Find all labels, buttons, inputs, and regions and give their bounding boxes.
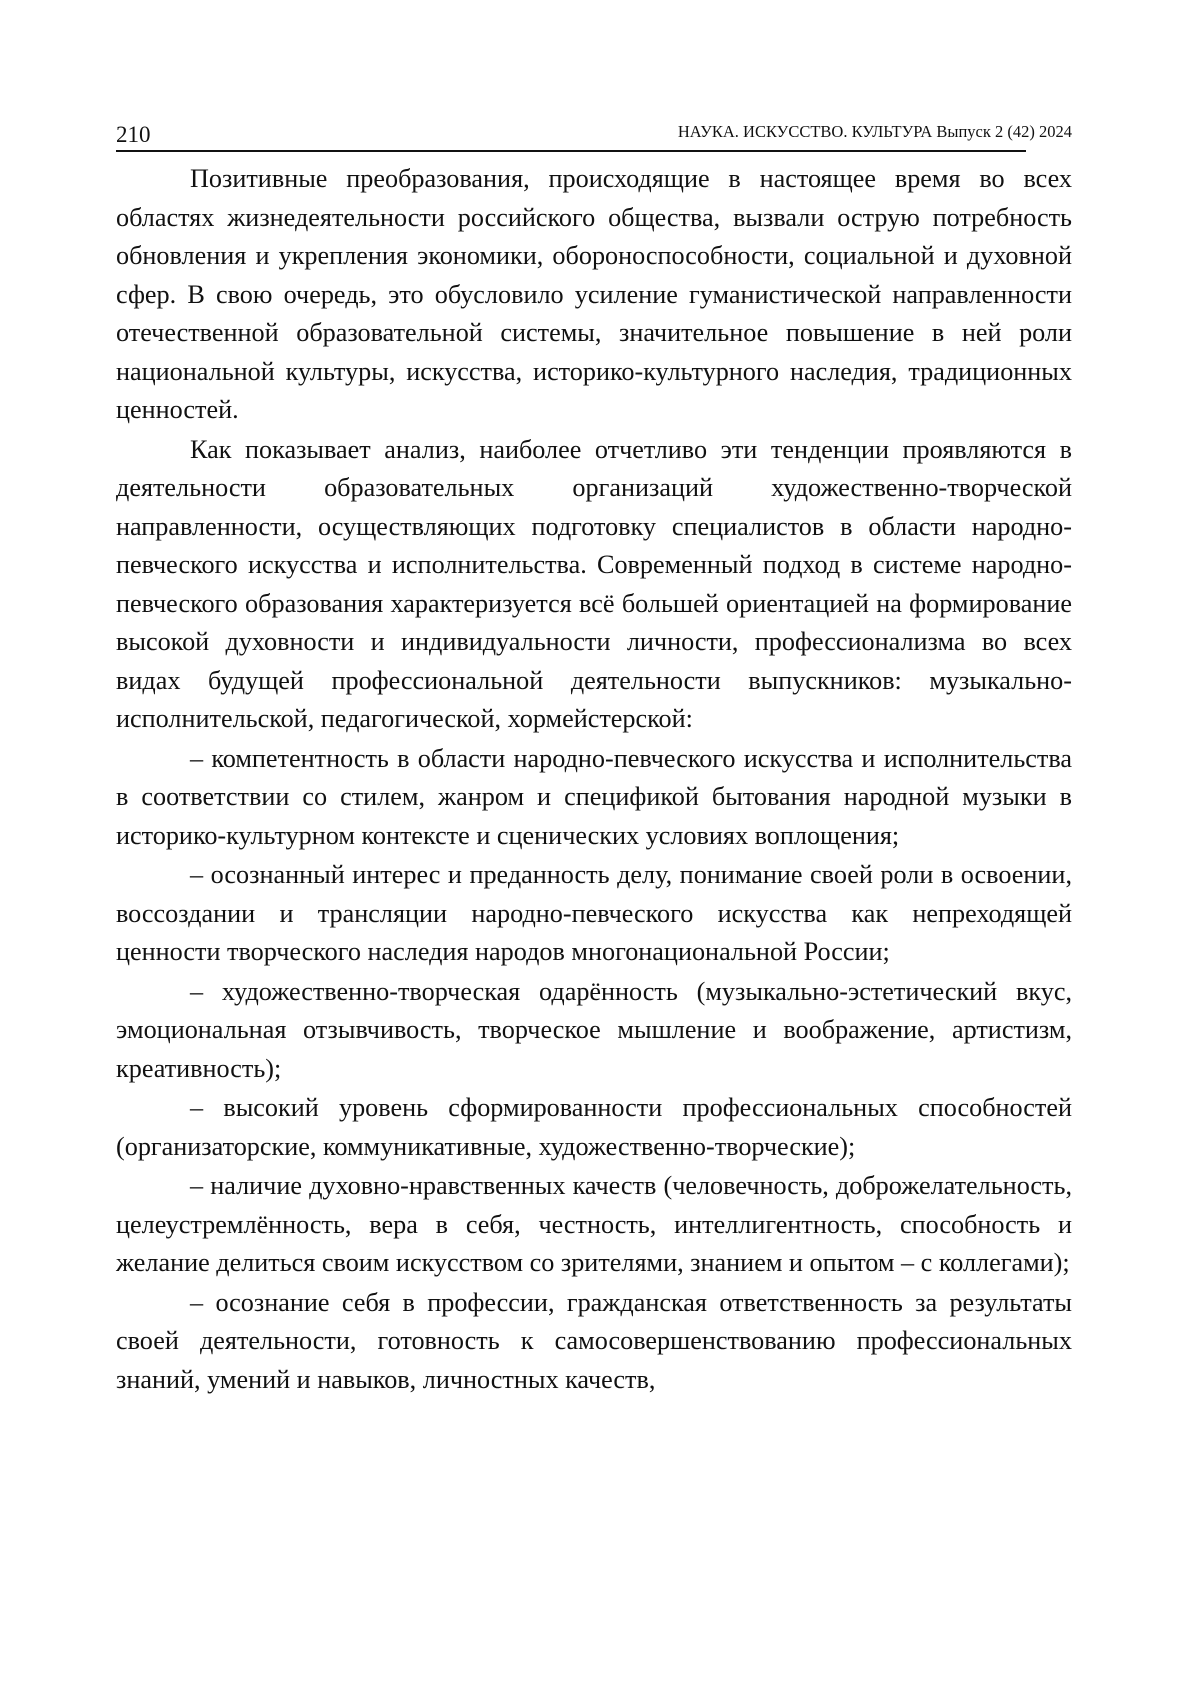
list-item-2: – осознанный интерес и преданность делу, понимание своей роли в освоении, воссоздании и трансляции народно-певческого искусства как непреходящей ценности творческого наследия народов многонациональной России; [116, 860, 1072, 966]
list-item-1: – компетентность в области народно-певческого искусства и исполнительства в соответствии со стилем, жанром и спецификой бытования народной музыки в историко-культурном контексте и сценических условиях воплощения; [116, 743, 1072, 850]
list-item-4: – высокий уровень сформированности профессиональных способностей (организаторские, коммуникативные, художественно-творческие); [116, 1093, 1072, 1161]
running-title: НАУКА. ИСКУССТВО. КУЛЬТУРА Выпуск 2 (42) 2024 [677, 122, 1072, 141]
list-item-3: – художественно-творческая одарённость (музыкально-эстетический вкус, эмоциональная отзывчивость, творческое мышление и воображение, артистизм, креативность); [116, 976, 1072, 1083]
list-item-5: – наличие духовно-нравственных качеств (человечность, доброжелательность, целеустремлённость, вера в себя, честность, интеллигентность, способность и желание делиться своим искусством со зрителями, знанием и опытом – с коллегами); [116, 1171, 1072, 1277]
header-rule [116, 150, 1026, 152]
paragraph-2: Как показывает анализ, наиболее отчетливо эти тенденции проявляются в деятельности образовательных организаций художественно-творческой направленности, осуществляющих подготовку специалистов в области народно-певческого искусства и исполнительства. Современный подход в системе народно-певческого образования характеризуется всё большей ориентацией на формирование высокой духовности и индивидуальности личности, профессионализма во всех видах будущей профессиональной деятельности выпускников: музыкально-исполнительской, педагогической, хормейстерской: [116, 434, 1072, 733]
document-page [116, 112, 1072, 1399]
page-number: 210 [116, 122, 151, 147]
list-item-6: – осознание себя в профессии, гражданская ответственность за результаты своей деятельности, готовность к самосовершенствованию профессиональных знаний, умений и навыков, личностных качеств, [116, 1287, 1072, 1394]
document-body [116, 160, 1072, 1399]
page-header [116, 112, 1072, 148]
paragraph-1: Позитивные преобразования, происходящие в настоящее время во всех областях жизнедеятельности российского общества, вызвали острую потребность обновления и укрепления экономики, обороноспособности, социальной и духовной сфер. В свою очередь, это обусловило усиление гуманистической направленности отечественной образовательной системы, значительное повышение в ней роли национальной культуры, искусства, историко-культурного наследия, традиционных ценностей. [116, 164, 1072, 424]
